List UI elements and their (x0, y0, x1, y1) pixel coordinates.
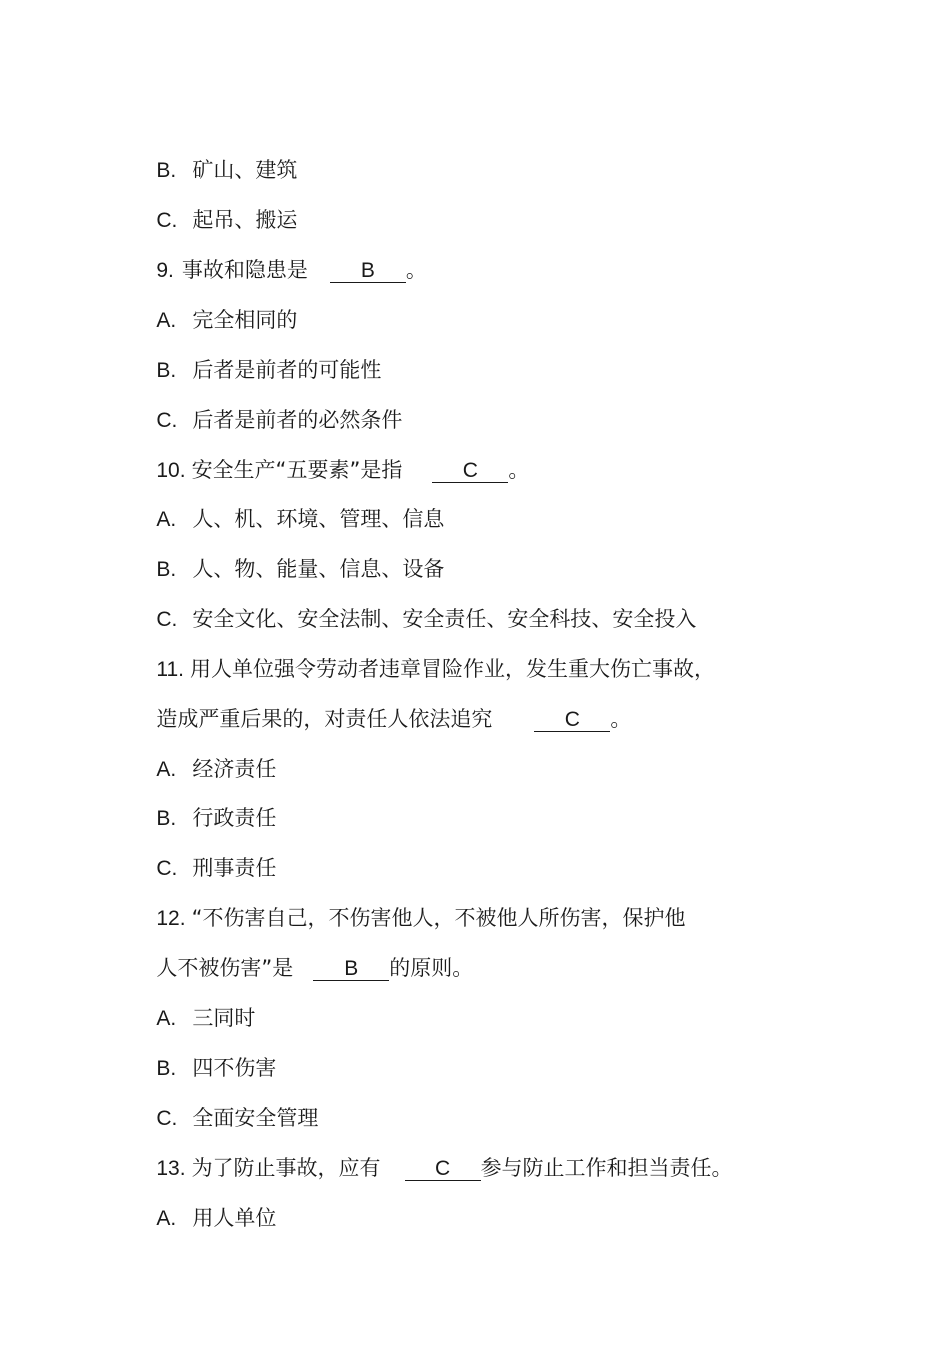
option-label: B. (156, 1057, 177, 1080)
option-line (143, 178, 297, 235)
question-number: 13. (156, 1157, 186, 1180)
option-line (143, 1076, 318, 1133)
question-number: 11. (156, 658, 184, 681)
option-label: A. (156, 1207, 177, 1230)
answer-blank: C (405, 1158, 481, 1181)
answer-blank: B (330, 260, 406, 283)
option-text: 刑事责任 (192, 856, 277, 880)
question-text: 用人单位强令劳动者违章冒险作业，发生重大伤亡事故， (190, 657, 715, 681)
option-text: 后者是前者的必然条件 (192, 408, 403, 432)
question-number: 10. (156, 459, 186, 482)
question-line (143, 926, 473, 982)
answer-blank: B (313, 958, 389, 981)
option-text: 完全相同的 (192, 308, 298, 332)
option-text: 用人单位 (192, 1206, 277, 1230)
question-text: 为了防止事故，应有 (191, 1156, 381, 1180)
option-label: C. (156, 209, 178, 232)
question-text: 安全生产“五要素”是指 (191, 458, 403, 482)
option-label: B. (156, 807, 177, 830)
option-label: B. (156, 359, 177, 382)
option-label: A. (156, 309, 177, 332)
option-line (143, 378, 402, 435)
option-text: 三同时 (192, 1006, 256, 1030)
question-line (143, 627, 715, 684)
option-label: C. (156, 857, 178, 880)
answer-blank: C (534, 709, 610, 732)
question-suffix: 。 (610, 707, 632, 731)
option-line (143, 976, 255, 1033)
question-line (143, 1126, 733, 1183)
question-text: 人不被伤害”是 (156, 956, 294, 980)
question-text: 事故和隐患是 (181, 258, 308, 282)
option-line (143, 1176, 276, 1233)
option-text: 经济责任 (192, 757, 277, 781)
option-text: 后者是前者的可能性 (192, 358, 382, 382)
option-text: 人、机、环境、管理、信息 (192, 507, 445, 531)
question-text: 造成严重后果的，对责任人依法追究 (156, 707, 493, 731)
option-label: C. (156, 1107, 178, 1130)
answer-blank: C (432, 460, 508, 483)
question-suffix: 。 (405, 258, 427, 282)
option-line (143, 527, 444, 584)
question-text: “不伤害自己，不伤害他人，不被他人所伤害，保护他 (191, 906, 686, 930)
question-line (143, 228, 427, 285)
question-number: 12. (156, 907, 186, 930)
option-line (143, 826, 276, 883)
question-suffix: 的原则。 (389, 956, 474, 980)
question-line (143, 677, 631, 733)
question-line (143, 876, 685, 933)
option-line (143, 328, 381, 385)
option-label: C. (156, 409, 178, 432)
option-text: 四不伤害 (192, 1056, 277, 1080)
question-suffix: 。 (508, 458, 530, 482)
option-line (143, 278, 297, 335)
option-text: 安全文化、安全法制、安全责任、安全科技、安全投入 (192, 607, 697, 631)
option-label: A. (156, 758, 177, 781)
question-suffix: 参与防止工作和担当责任。 (480, 1156, 733, 1180)
option-text: 人、物、能量、信息、设备 (192, 557, 445, 581)
option-label: A. (156, 1007, 177, 1030)
option-label: C. (156, 608, 178, 631)
option-line (143, 128, 297, 185)
option-text: 起吊、搬运 (192, 208, 298, 232)
option-text: 行政责任 (192, 806, 277, 830)
option-label: A. (156, 508, 177, 531)
option-line (143, 477, 444, 534)
option-label: B. (156, 159, 177, 182)
option-label: B. (156, 558, 177, 581)
option-line (143, 1026, 276, 1083)
option-line (143, 776, 276, 833)
question-number: 9. (156, 259, 174, 282)
option-text: 矿山、建筑 (192, 158, 298, 182)
option-text: 全面安全管理 (192, 1106, 319, 1130)
option-line (143, 577, 696, 634)
